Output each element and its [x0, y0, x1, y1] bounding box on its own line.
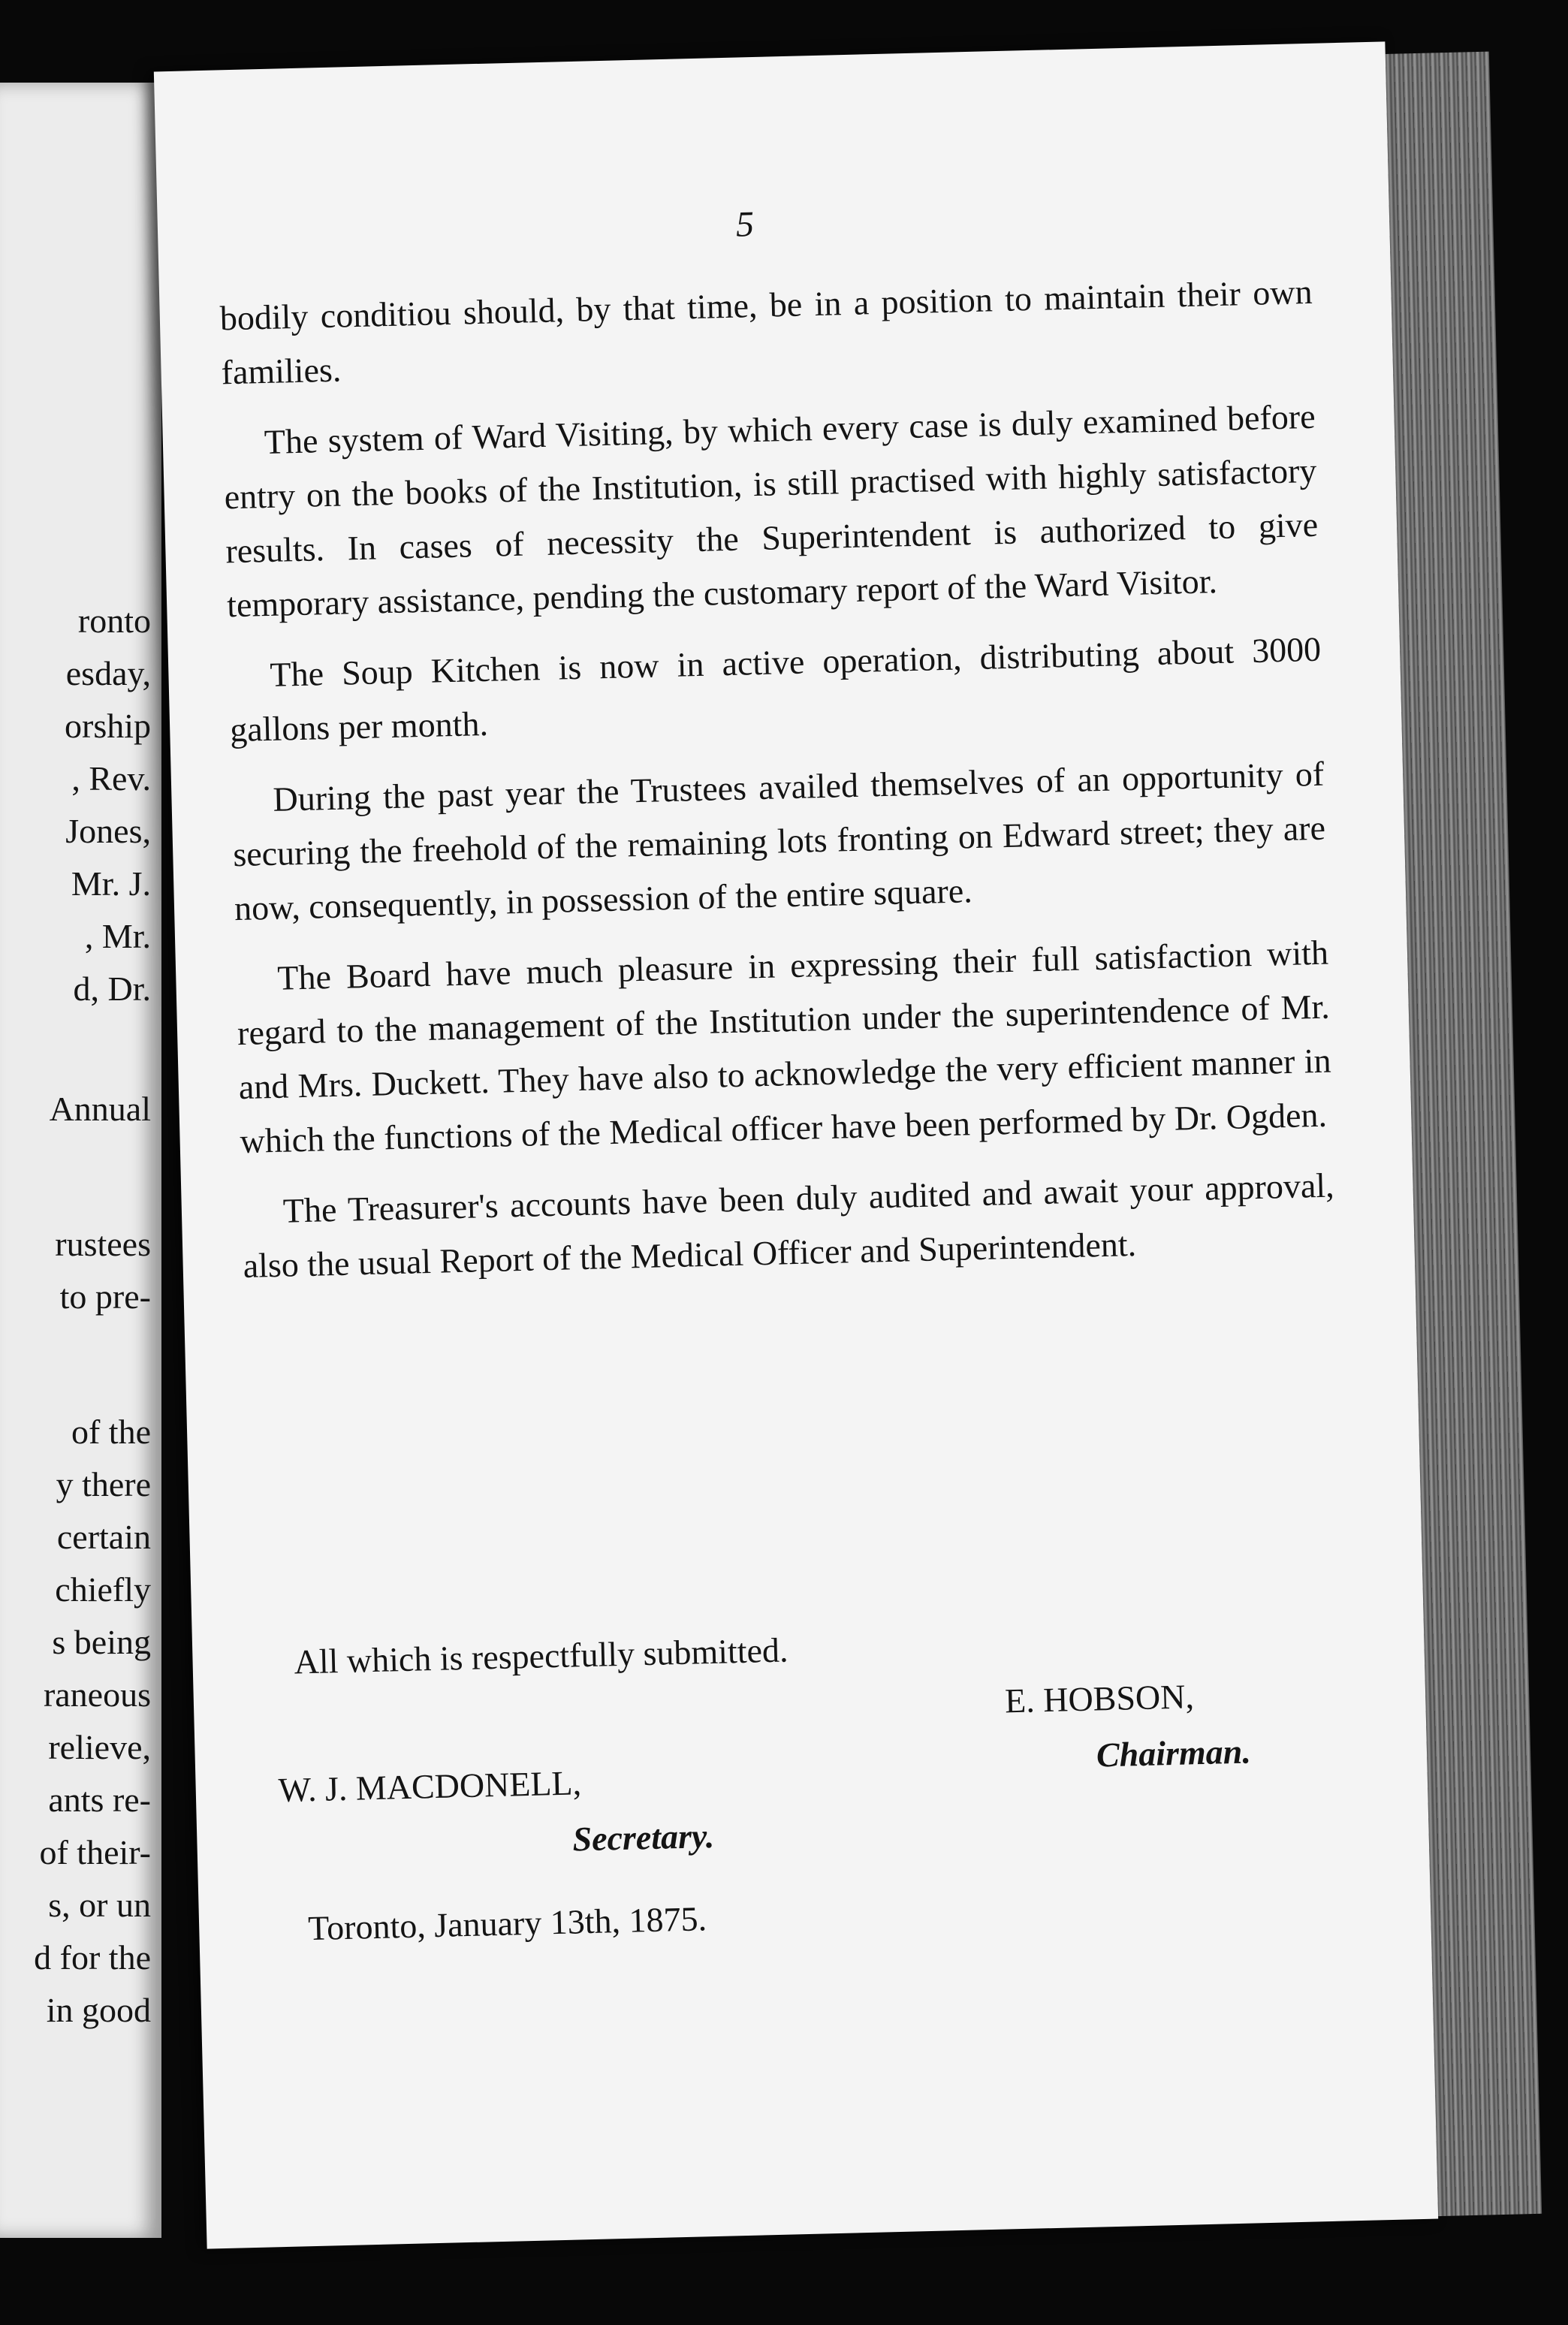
main-page: [154, 41, 1438, 2248]
left-page-line: Jones,: [65, 812, 151, 850]
left-page-line: to pre-: [59, 1277, 151, 1316]
paragraph: During the past year the Trustees availed themselves of an opportunity of securing the freehold of the remaining lots fronting on Edward street; they are now, consequently, in possession of the entire square.: [232, 754, 1326, 928]
paragraph: bodily conditiou should, by that time, be in a position to maintain their own families.: [219, 272, 1313, 392]
left-page-line: , Mr.: [84, 917, 151, 955]
left-page-line: ants re-: [48, 1781, 151, 1819]
left-page-line: y there: [56, 1465, 151, 1503]
left-page-line: in good: [46, 1991, 151, 2029]
paragraph: The system of Ward Visiting, by which every case is duly examined before entry on the books of the Institution, is still practised with highly satisfactory results. In cases of necessity the Superintendent is authorized to give temporary assistance, pending the customary report of the Ward Visitor.: [224, 397, 1319, 625]
left-page-line: certain: [56, 1518, 151, 1556]
page-number: 5: [735, 204, 755, 245]
paragraph: The Soup Kitchen is now in active operation, distributing about 3000 gallons per month.: [229, 629, 1322, 749]
left-page-line: s, or un: [48, 1886, 151, 1924]
left-page-line: of the: [71, 1413, 151, 1451]
chairman-name: E. HOBSON,: [1004, 1677, 1195, 1720]
left-page-line: d, Dr.: [73, 970, 151, 1008]
paragraph: The Board have much pleasure in expressing their full satisfaction with regard to the management of the Institution under the superintendence of Mr. and Mrs. Duckett. They have also to acknowledge the very efficient manner in which the functions of the Medical officer have been performed by Dr. Ogden.: [237, 933, 1332, 1161]
secretary-name: W. J. MACDONELL,: [278, 1763, 582, 1810]
chairman-title: Chairman.: [1096, 1732, 1252, 1775]
place-date: Toronto, January 13th, 1875.: [307, 1899, 707, 1948]
left-page-line: chiefly: [55, 1570, 151, 1609]
left-page-line: rustees: [55, 1225, 151, 1263]
left-page-line: Mr. J.: [71, 864, 151, 903]
closing-line: All which is respectfully submitted.: [293, 1630, 789, 1681]
left-page-line: ronto: [77, 602, 151, 640]
signature-block: [154, 41, 1438, 2248]
left-page-line: of their-: [39, 1833, 151, 1871]
left-page-line: raneous: [43, 1675, 151, 1714]
left-page-line: orship: [65, 707, 151, 745]
secretary-title: Secretary.: [571, 1816, 715, 1859]
left-page-line: d for the: [34, 1938, 151, 1977]
left-page-line: , Rev.: [71, 759, 151, 798]
left-page-line: relieve,: [48, 1728, 151, 1766]
left-page-line: s being: [52, 1623, 151, 1661]
left-facing-page: [0, 83, 161, 2238]
paragraph: The Treasurer's accounts have been duly audited and await your approval, also the usual Report of the Medical Officer and Superintendent.: [243, 1166, 1335, 1286]
left-page-line: esday,: [65, 654, 151, 692]
left-page-line: Annual: [49, 1090, 151, 1128]
